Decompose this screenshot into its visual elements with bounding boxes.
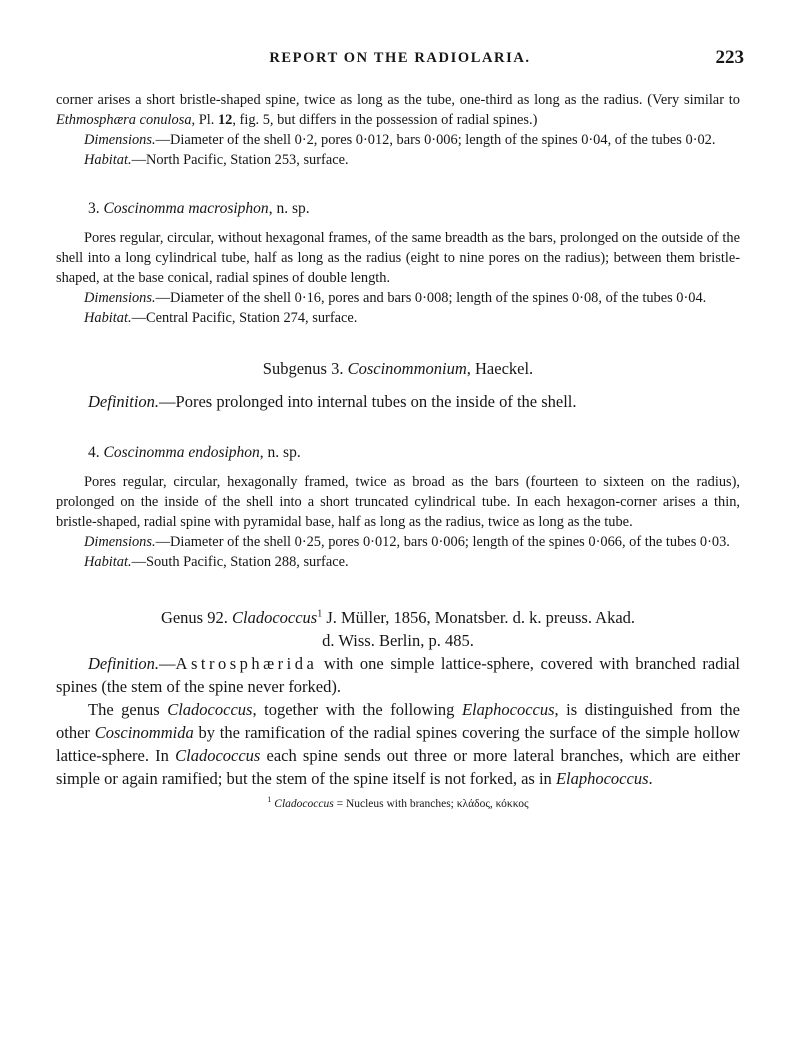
- species-4-description: Pores regular, circular, hexagonally framed, twice as broad as the bars (fourteen to sixteen on the radius), prolonged on the inside of the shell into a short truncated cylindrical tube. In each hexagon-corner arises a thin, bristle-shaped, radial spine with pyramidal base, half as long as the radius, twice as long as the tube.: [56, 474, 740, 530]
- habitat-text: —South Pacific, Station 288, surface.: [131, 554, 349, 570]
- genus-ref: Cladococcus: [175, 746, 261, 765]
- dimensions-label: Dimensions.: [84, 132, 156, 148]
- dimensions-label: Dimensions.: [84, 290, 156, 306]
- species-2-dimensions: [56, 130, 740, 150]
- species-2-habitat: [56, 150, 740, 170]
- species-4-dimensions: [56, 532, 740, 552]
- dimensions-text: —Diameter of the shell 0·2, pores 0·012, bars 0·006; length of the spines 0·04, of the tubes 0·02.: [155, 132, 716, 148]
- footnote-marker: 1: [317, 608, 323, 620]
- subgenus-name: Coscinommonium: [347, 359, 467, 378]
- species-name: Coscinomma endosiphon: [103, 444, 260, 461]
- definition-text: —Pores prolonged into internal tubes on the inside of the shell.: [159, 392, 577, 411]
- species-3-description: Pores regular, circular, without hexagonal frames, of the same breadth as the bars, prolonged on the outside of the shell into a long cylindrical tube, half as long as the radius (eight to nine pores on the radius); between them bristle-shaped, at the base conical, radial spines of double length.: [56, 230, 740, 286]
- genus-citation-line-2: d. Wiss. Berlin, p. 485.: [322, 631, 474, 650]
- species-3-dimensions: [56, 288, 740, 308]
- family-ref: Coscinommida: [94, 723, 194, 742]
- genus-heading: [56, 606, 740, 652]
- footnote-number: 1: [267, 795, 272, 805]
- species-author: , n. sp.: [268, 200, 310, 217]
- subgenus-prefix: Subgenus 3.: [262, 359, 344, 378]
- dimensions-text: —Diameter of the shell 0·25, pores 0·012, bars 0·006; length of the spines 0·066, of the tubes 0·03.: [155, 534, 730, 550]
- genus-ref: Elaphococcus: [461, 700, 555, 719]
- habitat-label: Habitat.: [84, 310, 132, 326]
- desc-text: corner arises a short bristle-shaped spine, twice as long as the tube, one-third as long as the radius. (Very similar to: [56, 92, 740, 108]
- plate-text: , Pl.: [191, 112, 218, 128]
- footnote: [56, 796, 740, 812]
- definition-label: Definition.: [88, 654, 160, 673]
- para-text: each spine sends out three or more lateral branches, which are either simple or again ramified; but the stem of the spine itself is not forked, as in: [56, 746, 740, 788]
- genus-definition: [56, 652, 740, 698]
- dimensions-label: Dimensions.: [84, 534, 156, 550]
- definition-text: with one simple lattice-sphere, covered with branched radial spines (the stem of the spine never forked).: [56, 654, 740, 696]
- page-header: [56, 47, 744, 74]
- species-author: , n. sp.: [259, 444, 301, 461]
- page-body: [56, 90, 740, 812]
- definition-dash: —: [159, 654, 176, 673]
- habitat-label: Habitat.: [84, 152, 132, 168]
- genus-discussion: [56, 698, 740, 790]
- desc-text-end: , fig. 5, but differs in the possession of radial spines.): [232, 112, 538, 128]
- family-name: Astrosphærida: [175, 654, 318, 673]
- running-title: REPORT ON THE RADIOLARIA.: [269, 50, 531, 66]
- genus-name: Cladococcus: [231, 608, 318, 627]
- genus-ref: Elaphococcus: [555, 769, 649, 788]
- species-name: Coscinomma macrosiphon: [103, 200, 269, 217]
- footnote-term: Cladococcus: [274, 798, 334, 810]
- species-3-heading: [56, 198, 740, 220]
- genus-ref: Cladococcus: [167, 700, 253, 719]
- subgenus-author: , Haeckel.: [466, 359, 534, 378]
- genus-citation: J. Müller, 1856, Monatsber. d. k. preuss. Akad.: [322, 608, 636, 627]
- habitat-label: Habitat.: [84, 554, 132, 570]
- species-4-heading: [56, 442, 740, 464]
- subgenus-heading: [56, 358, 740, 380]
- genus-prefix: Genus 92.: [160, 608, 228, 627]
- species-3-habitat: [56, 308, 740, 328]
- species-number: 3.: [88, 200, 100, 217]
- para-text: The genus: [88, 700, 168, 719]
- para-text: .: [648, 769, 653, 788]
- dimensions-text: —Diameter of the shell 0·16, pores and bars 0·008; length of the spines 0·08, of the tubes 0·04.: [155, 290, 707, 306]
- reference-species: Ethmosphæra conulosa: [56, 112, 192, 128]
- definition-label: Definition.: [88, 392, 160, 411]
- page-number: 223: [715, 47, 744, 68]
- habitat-text: —Central Pacific, Station 274, surface.: [131, 310, 358, 326]
- para-text: , is distinguished from the other: [56, 700, 740, 742]
- para-text: by the ramification of the radial spines covering the surface of the simple hollow lattice-sphere. In: [56, 723, 741, 765]
- habitat-text: —North Pacific, Station 253, surface.: [131, 152, 349, 168]
- para-text: , together with the following: [252, 700, 462, 719]
- species-number: 4.: [88, 444, 100, 461]
- subgenus-definition: [56, 390, 740, 414]
- footnote-text: = Nucleus with branches; κλάδος, κόκκος: [333, 798, 529, 810]
- species-4-habitat: [56, 552, 740, 572]
- plate-number: 12: [217, 112, 233, 128]
- species-2-description: [56, 90, 740, 130]
